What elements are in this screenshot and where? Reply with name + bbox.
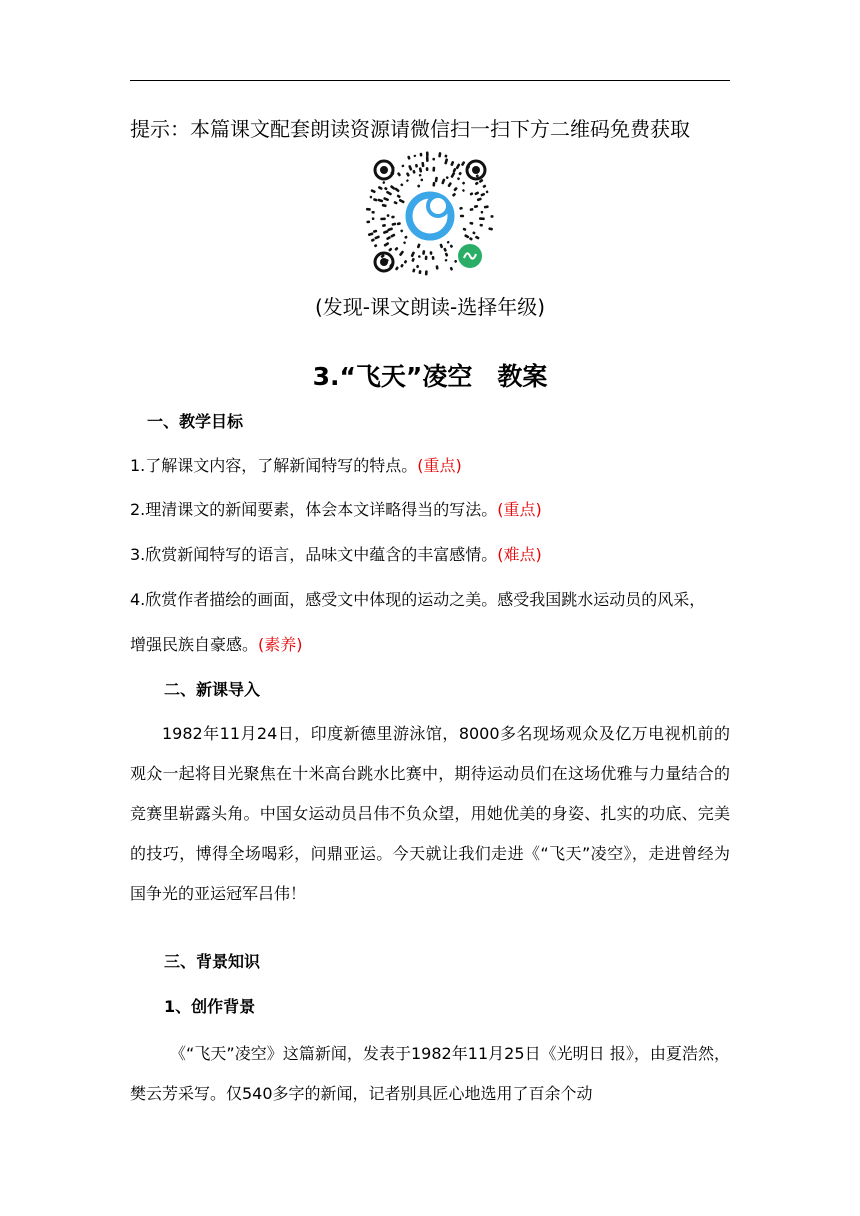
goal-text: 3.欣赏新闻特写的语言，品味文中蕴含的丰富感情。: [130, 545, 498, 564]
sub-heading-creation: 1、创作背景: [164, 997, 256, 1016]
header-rule: [130, 80, 730, 81]
goal-tag: (素养): [258, 635, 303, 654]
wechat-mini-program-qr-code-icon[interactable]: [364, 150, 496, 282]
goal-text: 1.了解课文内容，了解新闻特写的特点。: [130, 456, 418, 475]
section-heading-background: 三、背景知识: [164, 952, 261, 971]
goal-item-4-line1: 4.欣赏作者描绘的画面，感受文中体现的运动之美。感受我国跳水运动员的风采，: [130, 590, 706, 609]
goal-item-1: [130, 454, 462, 478]
qr-caption: (发现-课文朗读-选择年级): [314, 295, 546, 319]
goal-item-2: [130, 498, 542, 522]
section-heading-intro: 二、新课导入: [164, 680, 261, 699]
background-paragraph: 《“飞天”凌空》这篇新闻，发表于1982年11月25日《光明日 报》，由夏浩然，樊云芳采写。仅540多字的新闻，记者别具匠心地选用了百余个动: [130, 1044, 730, 1103]
section-heading-goals: 一、教学目标: [147, 412, 244, 431]
intro-paragraph: 1982年11月24日，印度新德里游泳馆，8000多名现场观众及亿万电视机前的观众一起将目光聚焦在十米高台跳水比赛中，期待运动员们在这场优雅与力量结合的竞赛里崭露头角。中国女运动员吕伟不负众望，用她优美的身姿、扎实的功底、完美的技巧，博得全场喝彩，问鼎亚运。今天就让我们走进《“飞天”凌空》，走进曾经为国争光的亚运冠军吕伟！: [130, 724, 730, 903]
page-title: 3.“飞天”凌空 教案: [312, 362, 548, 391]
goal-tag: (难点): [497, 545, 542, 564]
goal-tag: (重点): [417, 456, 462, 475]
audio-tip: 提示：本篇课文配套朗读资源请微信扫一扫下方二维码免费获取: [130, 117, 690, 141]
goal-text: 增强民族自豪感。: [130, 635, 259, 654]
goal-tag: (重点): [497, 500, 542, 519]
goal-text: 2.理清课文的新闻要素，体会本文详略得当的写法。: [130, 500, 498, 519]
goal-item-3: [130, 543, 542, 567]
goal-item-4-line2: [130, 633, 303, 657]
